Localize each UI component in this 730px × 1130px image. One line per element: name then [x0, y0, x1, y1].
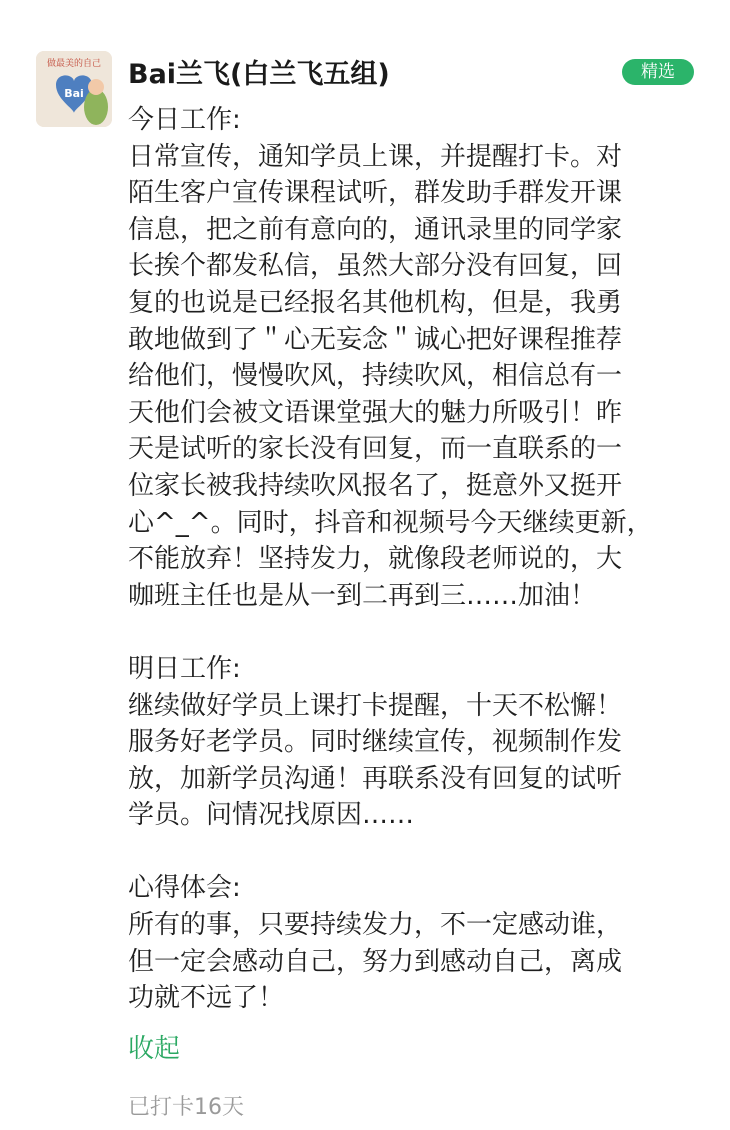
today-line: 长挨个都发私信，虽然大部分没有回复，回	[128, 251, 623, 282]
avatar-text-center: Bai	[64, 87, 84, 100]
tomorrow-line: 学员。问情况找原因……	[128, 800, 415, 831]
insight-heading: 心得体会:	[128, 873, 241, 904]
checkin-count: 已打卡16天	[128, 1095, 244, 1120]
tomorrow-line: 继续做好学员上课打卡提醒，十天不松懈！	[128, 690, 623, 721]
insight-line: 所有的事，只要持续发力，不一定感动谁，	[128, 910, 623, 941]
collapse-link[interactable]: 收起	[128, 1034, 181, 1064]
today-line: 不能放弃！坚持发力，就像段老师说的，大	[128, 544, 623, 575]
today-line: 天是试听的家长没有回复，而一直联系的一	[128, 434, 623, 465]
avatar-text-top: 做最美的自己	[46, 59, 102, 69]
today-line: 复的也说是已经报名其他机构，但是，我勇	[128, 287, 623, 318]
today-line: 日常宣传，通知学员上课，并提醒打卡。对	[128, 141, 623, 172]
tomorrow-heading: 明日工作:	[128, 653, 241, 684]
post-content	[128, 102, 698, 1017]
tomorrow-line: 放，加新学员沟通！再联系没有回复的试听	[128, 763, 623, 794]
featured-badge: 精选	[622, 59, 694, 85]
today-line: 敢地做到了＂心无妄念＂诚心把好课程推荐	[128, 324, 623, 355]
paragraph-gap	[128, 614, 698, 651]
today-line: 天他们会被文语课堂强大的魅力所吸引！昨	[128, 397, 623, 428]
tomorrow-line: 服务好老学员。同时继续宣传，视频制作发	[128, 727, 623, 758]
today-heading: 今日工作:	[128, 105, 241, 135]
insight-line: 功就不远了！	[128, 983, 285, 1014]
avatar-image	[36, 51, 112, 127]
username[interactable]: Bai兰飞(白兰飞五组)	[128, 59, 390, 90]
avatar[interactable]	[36, 51, 112, 127]
today-line: 给他们，慢慢吹风，持续吹风，相信总有一	[128, 361, 623, 392]
today-line: 位家长被我持续吹风报名了，挺意外又挺开	[128, 470, 623, 501]
today-line: 信息，把之前有意向的，通讯录里的同学家	[128, 214, 623, 245]
today-line: 心^_^。同时，抖音和视频号今天继续更新，	[128, 507, 653, 538]
today-line: 咖班主任也是从一到二再到三……加油！	[128, 580, 597, 611]
today-line: 陌生客户宣传课程试听，群发助手群发开课	[128, 178, 623, 209]
insight-line: 但一定会感动自己，努力到感动自己，离成	[128, 946, 623, 977]
paragraph-gap	[128, 834, 698, 871]
